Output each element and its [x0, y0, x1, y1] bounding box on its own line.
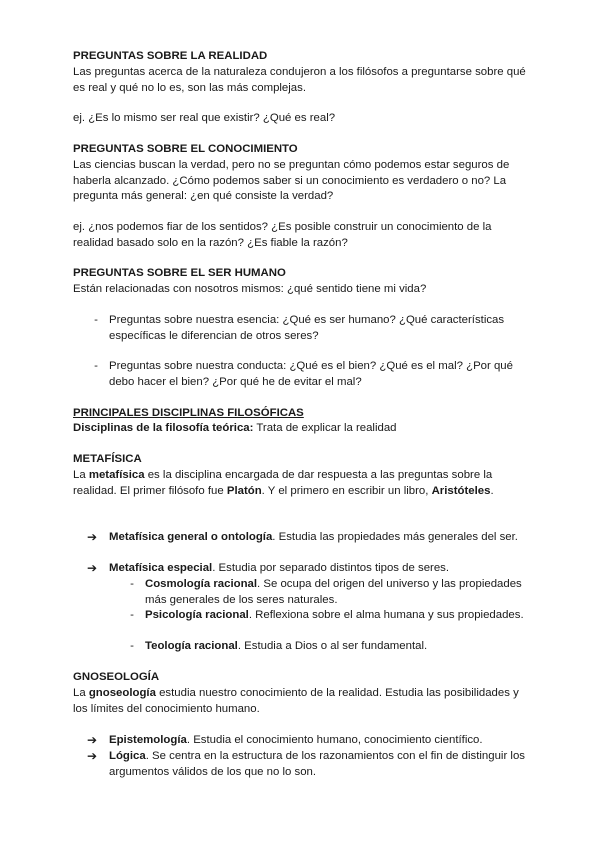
list-item [87, 530, 529, 546]
arrow-icon: ➔ [87, 733, 98, 747]
list-item [130, 639, 530, 655]
list-item-text: Preguntas sobre nuestra conducta: ¿Qué es el bien? ¿Qué es el mal? ¿Por qué debo hacer el bien? ¿Por qué he de evitar el mal? [109, 360, 513, 388]
list-item-text [109, 734, 483, 746]
list-item-text [145, 609, 524, 621]
plain-text: . Y el primero en escribir un libro, [261, 484, 432, 497]
heading-gnoseologia: GNOSEOLOGÍA [73, 671, 160, 683]
plain-text: es la disciplina encargada de dar respuesta a las preguntas sobre la realidad. El primer filósofo fue [73, 469, 493, 497]
list-item-text [109, 562, 449, 574]
bold-text: Platón [226, 484, 262, 497]
paragraph-metafisica [73, 468, 533, 499]
plain-text: . Estudia el conocimiento humano, conocimiento científico. [186, 734, 483, 746]
plain-text: . [490, 484, 494, 497]
bold-text: Metafísica general o ontología [109, 531, 273, 543]
heading-realidad: PREGUNTAS SOBRE LA REALIDAD [73, 50, 268, 62]
plain-text: . Estudia las propiedades más generales del ser. [272, 531, 518, 543]
bold-text: Aristóteles [431, 484, 491, 497]
heading-disciplinas: PRINCIPALES DISCIPLINAS FILOSÓFICAS [73, 407, 304, 419]
list-item-text [145, 640, 427, 652]
bold-text: Lógica [109, 750, 146, 762]
example-realidad: ej. ¿Es lo mismo ser real que existir? ¿Qué es real? [73, 112, 336, 124]
dash-marker: - [94, 360, 98, 372]
plain-text: . Se ocupa del origen del universo y las propiedades más generales de los seres naturales. [145, 578, 522, 606]
paragraph-gnoseologia [73, 686, 533, 717]
example-conocimiento: ej. ¿nos podemos fiar de los sentidos? ¿Es posible construir un conocimiento de la realidad basado solo en la razón? ¿Es fiable la razón? [73, 221, 492, 249]
bold-text: Psicología racional [145, 609, 249, 621]
list-item [94, 313, 529, 344]
arrow-icon: ➔ [87, 530, 98, 544]
subheading-filosofia-teorica [73, 421, 533, 437]
bold-text: gnoseología [88, 687, 156, 699]
arrow-icon: ➔ [87, 561, 98, 575]
paragraph-conocimiento: Las ciencias buscan la verdad, pero no se preguntan cómo podemos estar seguros de haberla alcanzado. ¿Cómo podemos saber si un conocimiento es verdadero o no? La pregunta más general: ¿en qué consiste la verdad? [73, 159, 510, 203]
list-item-text [109, 531, 518, 543]
list-item [130, 608, 530, 624]
bold-text: Cosmología racional [145, 578, 258, 590]
dash-marker: - [130, 578, 134, 590]
bold-text: Epistemología [109, 734, 187, 746]
bold-text: Metafísica especial [109, 562, 213, 574]
plain-text: Trata de explicar la realidad [253, 422, 397, 434]
list-item [94, 359, 529, 390]
list-item [87, 749, 529, 780]
heading-metafisica: METAFÍSICA [73, 453, 142, 465]
heading-conocimiento: PREGUNTAS SOBRE EL CONOCIMIENTO [73, 143, 298, 155]
dash-marker: - [130, 640, 134, 652]
bold-text: Teología racional [145, 640, 238, 652]
list-item-text: Preguntas sobre nuestra esencia: ¿Qué es ser humano? ¿Qué características específicas le diferencian de otros seres? [109, 314, 505, 342]
list-item-text [145, 578, 522, 606]
list-item [130, 577, 530, 608]
paragraph-realidad: Las preguntas acerca de la naturaleza condujeron a los filósofos a preguntarse sobre qué es real y qué no lo es, son las más complejas. [73, 66, 526, 94]
plain-text: La [73, 469, 89, 481]
plain-text: . Se centra en la estructura de los razonamientos con el fin de distinguir los argumentos válidos de los que no lo son. [109, 750, 525, 778]
heading-ser-humano: PREGUNTAS SOBRE EL SER HUMANO [73, 267, 286, 279]
list-item-text [109, 750, 525, 778]
arrow-icon: ➔ [87, 749, 98, 763]
bold-text: metafísica [88, 469, 145, 481]
plain-text: . Estudia por separado distintos tipos de seres. [212, 562, 450, 574]
paragraph-ser-humano: Están relacionadas con nosotros mismos: ¿qué sentido tiene mi vida? [73, 283, 427, 295]
plain-text: La [73, 687, 89, 699]
plain-text: . Reflexiona sobre el alma humana y sus propiedades. [248, 609, 524, 621]
dash-marker: - [94, 314, 98, 326]
dash-marker: - [130, 609, 134, 621]
list-item [87, 561, 529, 577]
plain-text: estudia nuestro conocimiento de la realidad. Estudia las posibilidades y los límites del conocimiento humano. [73, 687, 519, 715]
list-item [87, 733, 529, 749]
bold-text: Disciplinas de la filosofía teórica: [73, 422, 254, 434]
plain-text: . Estudia a Dios o al ser fundamental. [237, 640, 428, 652]
